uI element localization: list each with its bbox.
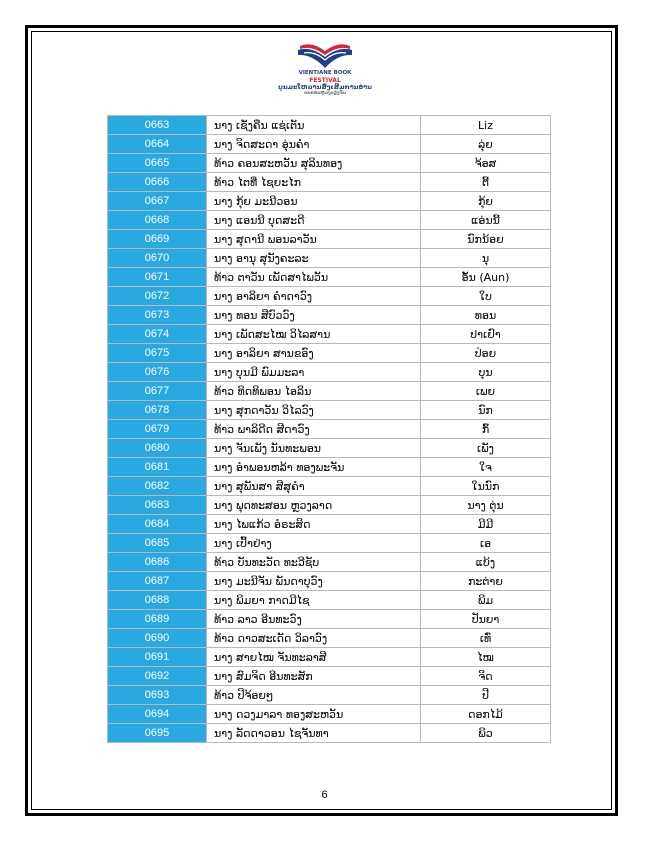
- table-row: [108, 534, 551, 553]
- table-row: [108, 249, 551, 268]
- logo-title: VIENTIANE BOOK: [298, 70, 352, 76]
- nickname-cell: ພິມ: [421, 591, 551, 610]
- table-row: [108, 439, 551, 458]
- entry-number-cell: 0689: [108, 610, 207, 629]
- entry-number-cell: 0676: [108, 363, 207, 382]
- table-row: [108, 496, 551, 515]
- book-logo-icon: [296, 40, 354, 70]
- entry-number-cell: 0682: [108, 477, 207, 496]
- table-row: [108, 325, 551, 344]
- nickname-cell: ນົກນ້ອຍ: [421, 230, 551, 249]
- table-row: [108, 344, 551, 363]
- name-list-table: [107, 115, 551, 743]
- entry-number-cell: 0677: [108, 382, 207, 401]
- entry-number-cell: 0683: [108, 496, 207, 515]
- table-row: [108, 515, 551, 534]
- table-row: [108, 173, 551, 192]
- nickname-cell: ປີ: [421, 686, 551, 705]
- full-name-cell: ທ້າວ ລາວ ອີນທະວົງ: [207, 610, 421, 629]
- entry-number-cell: 0663: [108, 116, 207, 135]
- full-name-cell: ນາງ ຈັນເພັງ ນັນທະພອນ: [207, 439, 421, 458]
- full-name-cell: ທ້າວ ທິດທິພອນ ໄອລິນ: [207, 382, 421, 401]
- entry-number-cell: 0670: [108, 249, 207, 268]
- full-name-cell: ນາງ ໄພແກ້ວ ອໍຣະສິດ: [207, 515, 421, 534]
- logo-subtitle: FESTIVAL: [309, 77, 341, 84]
- nickname-cell: ດອກໄມ້: [421, 705, 551, 724]
- full-name-cell: ນາງ ທອນ ສີບົວວົງ: [207, 306, 421, 325]
- full-name-cell: ນາງ ດວງມາລາ ທອງສະຫວັນ: [207, 705, 421, 724]
- table-row: [108, 477, 551, 496]
- nickname-cell: ໄໝ: [421, 648, 551, 667]
- festival-logo: [270, 40, 380, 112]
- entry-number-cell: 0687: [108, 572, 207, 591]
- table-row: [108, 382, 551, 401]
- full-name-cell: ນາງ ພິມຍາ ກາດມີໄຊ: [207, 591, 421, 610]
- table-row: [108, 401, 551, 420]
- nickname-cell: ປາເຢົາ: [421, 325, 551, 344]
- full-name-cell: ນາງ ແອນນີ ບຸດສະດີ: [207, 211, 421, 230]
- nickname-cell: ກົ້: [421, 420, 551, 439]
- nickname-cell: ທອນ: [421, 306, 551, 325]
- full-name-cell: ທ້າວ ບັນທະວັດ ທະວີຊັບ: [207, 553, 421, 572]
- table-row: [108, 591, 551, 610]
- entry-number-cell: 0681: [108, 458, 207, 477]
- full-name-cell: ນາງ ຈິດສະດາ ອຸ່ນຄຳ: [207, 135, 421, 154]
- nickname-cell: ເພຍ: [421, 382, 551, 401]
- table-row: [108, 667, 551, 686]
- logo-lao-title: ບຸນມະໂຫລານສົ່ງເສີມການອ່ານ: [278, 83, 372, 91]
- table-row: [108, 192, 551, 211]
- entry-number-cell: 0672: [108, 287, 207, 306]
- table-row: [108, 154, 551, 173]
- entry-number-cell: 0688: [108, 591, 207, 610]
- entry-number-cell: 0667: [108, 192, 207, 211]
- nickname-cell: ກະຕ່າຍ: [421, 572, 551, 591]
- table-row: [108, 363, 551, 382]
- full-name-cell: ທ້າວ ພາລິດີດ ສີດາວົງ: [207, 420, 421, 439]
- entry-number-cell: 0686: [108, 553, 207, 572]
- table-row: [108, 705, 551, 724]
- nickname-cell: ປ່ອຍ: [421, 344, 551, 363]
- entry-number-cell: 0668: [108, 211, 207, 230]
- entry-number-cell: 0673: [108, 306, 207, 325]
- nickname-cell: ໃຈ: [421, 458, 551, 477]
- table-row: [108, 648, 551, 667]
- entry-number-cell: 0692: [108, 667, 207, 686]
- table-row: [108, 420, 551, 439]
- nickname-cell: ນຸ: [421, 249, 551, 268]
- entry-number-cell: 0685: [108, 534, 207, 553]
- full-name-cell: ນາງ ມະນີຈັນ ພັນດາບຸວົງ: [207, 572, 421, 591]
- nickname-cell: Liz: [421, 116, 551, 135]
- nickname-cell: ເພັງ: [421, 439, 551, 458]
- nickname-cell: ນົກ: [421, 401, 551, 420]
- entry-number-cell: 0678: [108, 401, 207, 420]
- full-name-cell: ນາງ ເປົ້າຢ່າງ: [207, 534, 421, 553]
- table-row: [108, 553, 551, 572]
- full-name-cell: ທ້າວ ດາວສະເດັດ ວິລາວົງ: [207, 629, 421, 648]
- nickname-cell: ຈິດ: [421, 667, 551, 686]
- entry-number-cell: 0679: [108, 420, 207, 439]
- full-name-cell: ນາງ ອຳພອນຫລ້າ ທອງພະຈັນ: [207, 458, 421, 477]
- entry-number-cell: 0694: [108, 705, 207, 724]
- full-name-cell: ທ້າວ ຕາວັນ ເພັດສາໄພວັນ: [207, 268, 421, 287]
- nickname-cell: ນາງ ຕຸ່ນ: [421, 496, 551, 515]
- nickname-cell: ຈ້ອສ: [421, 154, 551, 173]
- table-row: [108, 458, 551, 477]
- nickname-cell: ອັ້ນ (Aun): [421, 268, 551, 287]
- entry-number-cell: 0675: [108, 344, 207, 363]
- full-name-cell: ນາງ ອານຸ ສຸນັງຄະລະ: [207, 249, 421, 268]
- full-name-cell: ນາງ ກຸ້ຍ ມະນີວອນ: [207, 192, 421, 211]
- entry-number-cell: 0693: [108, 686, 207, 705]
- logo-location: ນະຄອນຫຼວງວຽງຈັນ: [303, 91, 347, 96]
- table-row: [108, 268, 551, 287]
- entry-number-cell: 0684: [108, 515, 207, 534]
- full-name-cell: ນາງ ອາລິຍາ ຄຳດາວົງ: [207, 287, 421, 306]
- page-number: 6: [321, 789, 328, 801]
- full-name-cell: ທ້າວ ປີຈ້ອຍໆ: [207, 686, 421, 705]
- nickname-cell: ເອ: [421, 534, 551, 553]
- nickname-cell: ລຸ່ຍ: [421, 135, 551, 154]
- nickname-cell: ຕີ້: [421, 173, 551, 192]
- table-row: [108, 135, 551, 154]
- full-name-cell: ນາງ ອາລິຍາ ສານຂອົງ: [207, 344, 421, 363]
- entry-number-cell: 0669: [108, 230, 207, 249]
- table-row: [108, 211, 551, 230]
- full-name-cell: ນາງ ພຸດທະສອນ ຫຼວງລາດ: [207, 496, 421, 515]
- full-name-cell: ທ້າວ ໄຕທີ່ ໄຊຍະໄກ: [207, 173, 421, 192]
- nickname-cell: ບຸນ: [421, 363, 551, 382]
- entry-number-cell: 0691: [108, 648, 207, 667]
- entry-number-cell: 0695: [108, 724, 207, 743]
- full-name-cell: ນາງ ເຊັ່ງຄືນ ແຊ່ເຕັນ: [207, 116, 421, 135]
- entry-number-cell: 0666: [108, 173, 207, 192]
- full-name-cell: ນາງ ບຸນມີ ພົມມະລາ: [207, 363, 421, 382]
- table-row: [108, 724, 551, 743]
- full-name-cell: ທ້າວ ຄອນສະຫວັນ ສຸລິນທອງ: [207, 154, 421, 173]
- full-name-cell: ນາງ ສຸພັນສາ ສີສຸຄຳ: [207, 477, 421, 496]
- nickname-cell: ໃນນົກ: [421, 477, 551, 496]
- full-name-cell: ນາງ ລັດດາວອນ ໄຊຈັນທາ: [207, 724, 421, 743]
- entry-number-cell: 0665: [108, 154, 207, 173]
- nickname-cell: ປັນຍາ: [421, 610, 551, 629]
- nickname-cell: ແອ່ນນີ້: [421, 211, 551, 230]
- nickname-cell: ມີມີ: [421, 515, 551, 534]
- entry-number-cell: 0671: [108, 268, 207, 287]
- table-row: [108, 686, 551, 705]
- full-name-cell: ນາງ ສາຍໄໝ ຈັນທະລາສີ: [207, 648, 421, 667]
- table-row: [108, 287, 551, 306]
- full-name-cell: ນາງ ສຸກດາວັນ ວິໄລວົງ: [207, 401, 421, 420]
- full-name-cell: ນາງ ສຸດານີ ພອນລາວັນ: [207, 230, 421, 249]
- full-name-cell: ນາງ ເພັດສະໄໝ ວິໄລສານ: [207, 325, 421, 344]
- entry-number-cell: 0674: [108, 325, 207, 344]
- nickname-cell: ເທົ່: [421, 629, 551, 648]
- nickname-cell: ແບ້ງ: [421, 553, 551, 572]
- table-row: [108, 306, 551, 325]
- entry-number-cell: 0664: [108, 135, 207, 154]
- nickname-cell: ໃບ: [421, 287, 551, 306]
- full-name-cell: ນາງ ສົມຈິດ ອີນທະສັກ: [207, 667, 421, 686]
- table-row: [108, 116, 551, 135]
- table-row: [108, 610, 551, 629]
- table-row: [108, 572, 551, 591]
- entry-number-cell: 0680: [108, 439, 207, 458]
- table-row: [108, 230, 551, 249]
- table-row: [108, 629, 551, 648]
- nickname-cell: ພິວ: [421, 724, 551, 743]
- nickname-cell: ກຸ້ຍ: [421, 192, 551, 211]
- entry-number-cell: 0690: [108, 629, 207, 648]
